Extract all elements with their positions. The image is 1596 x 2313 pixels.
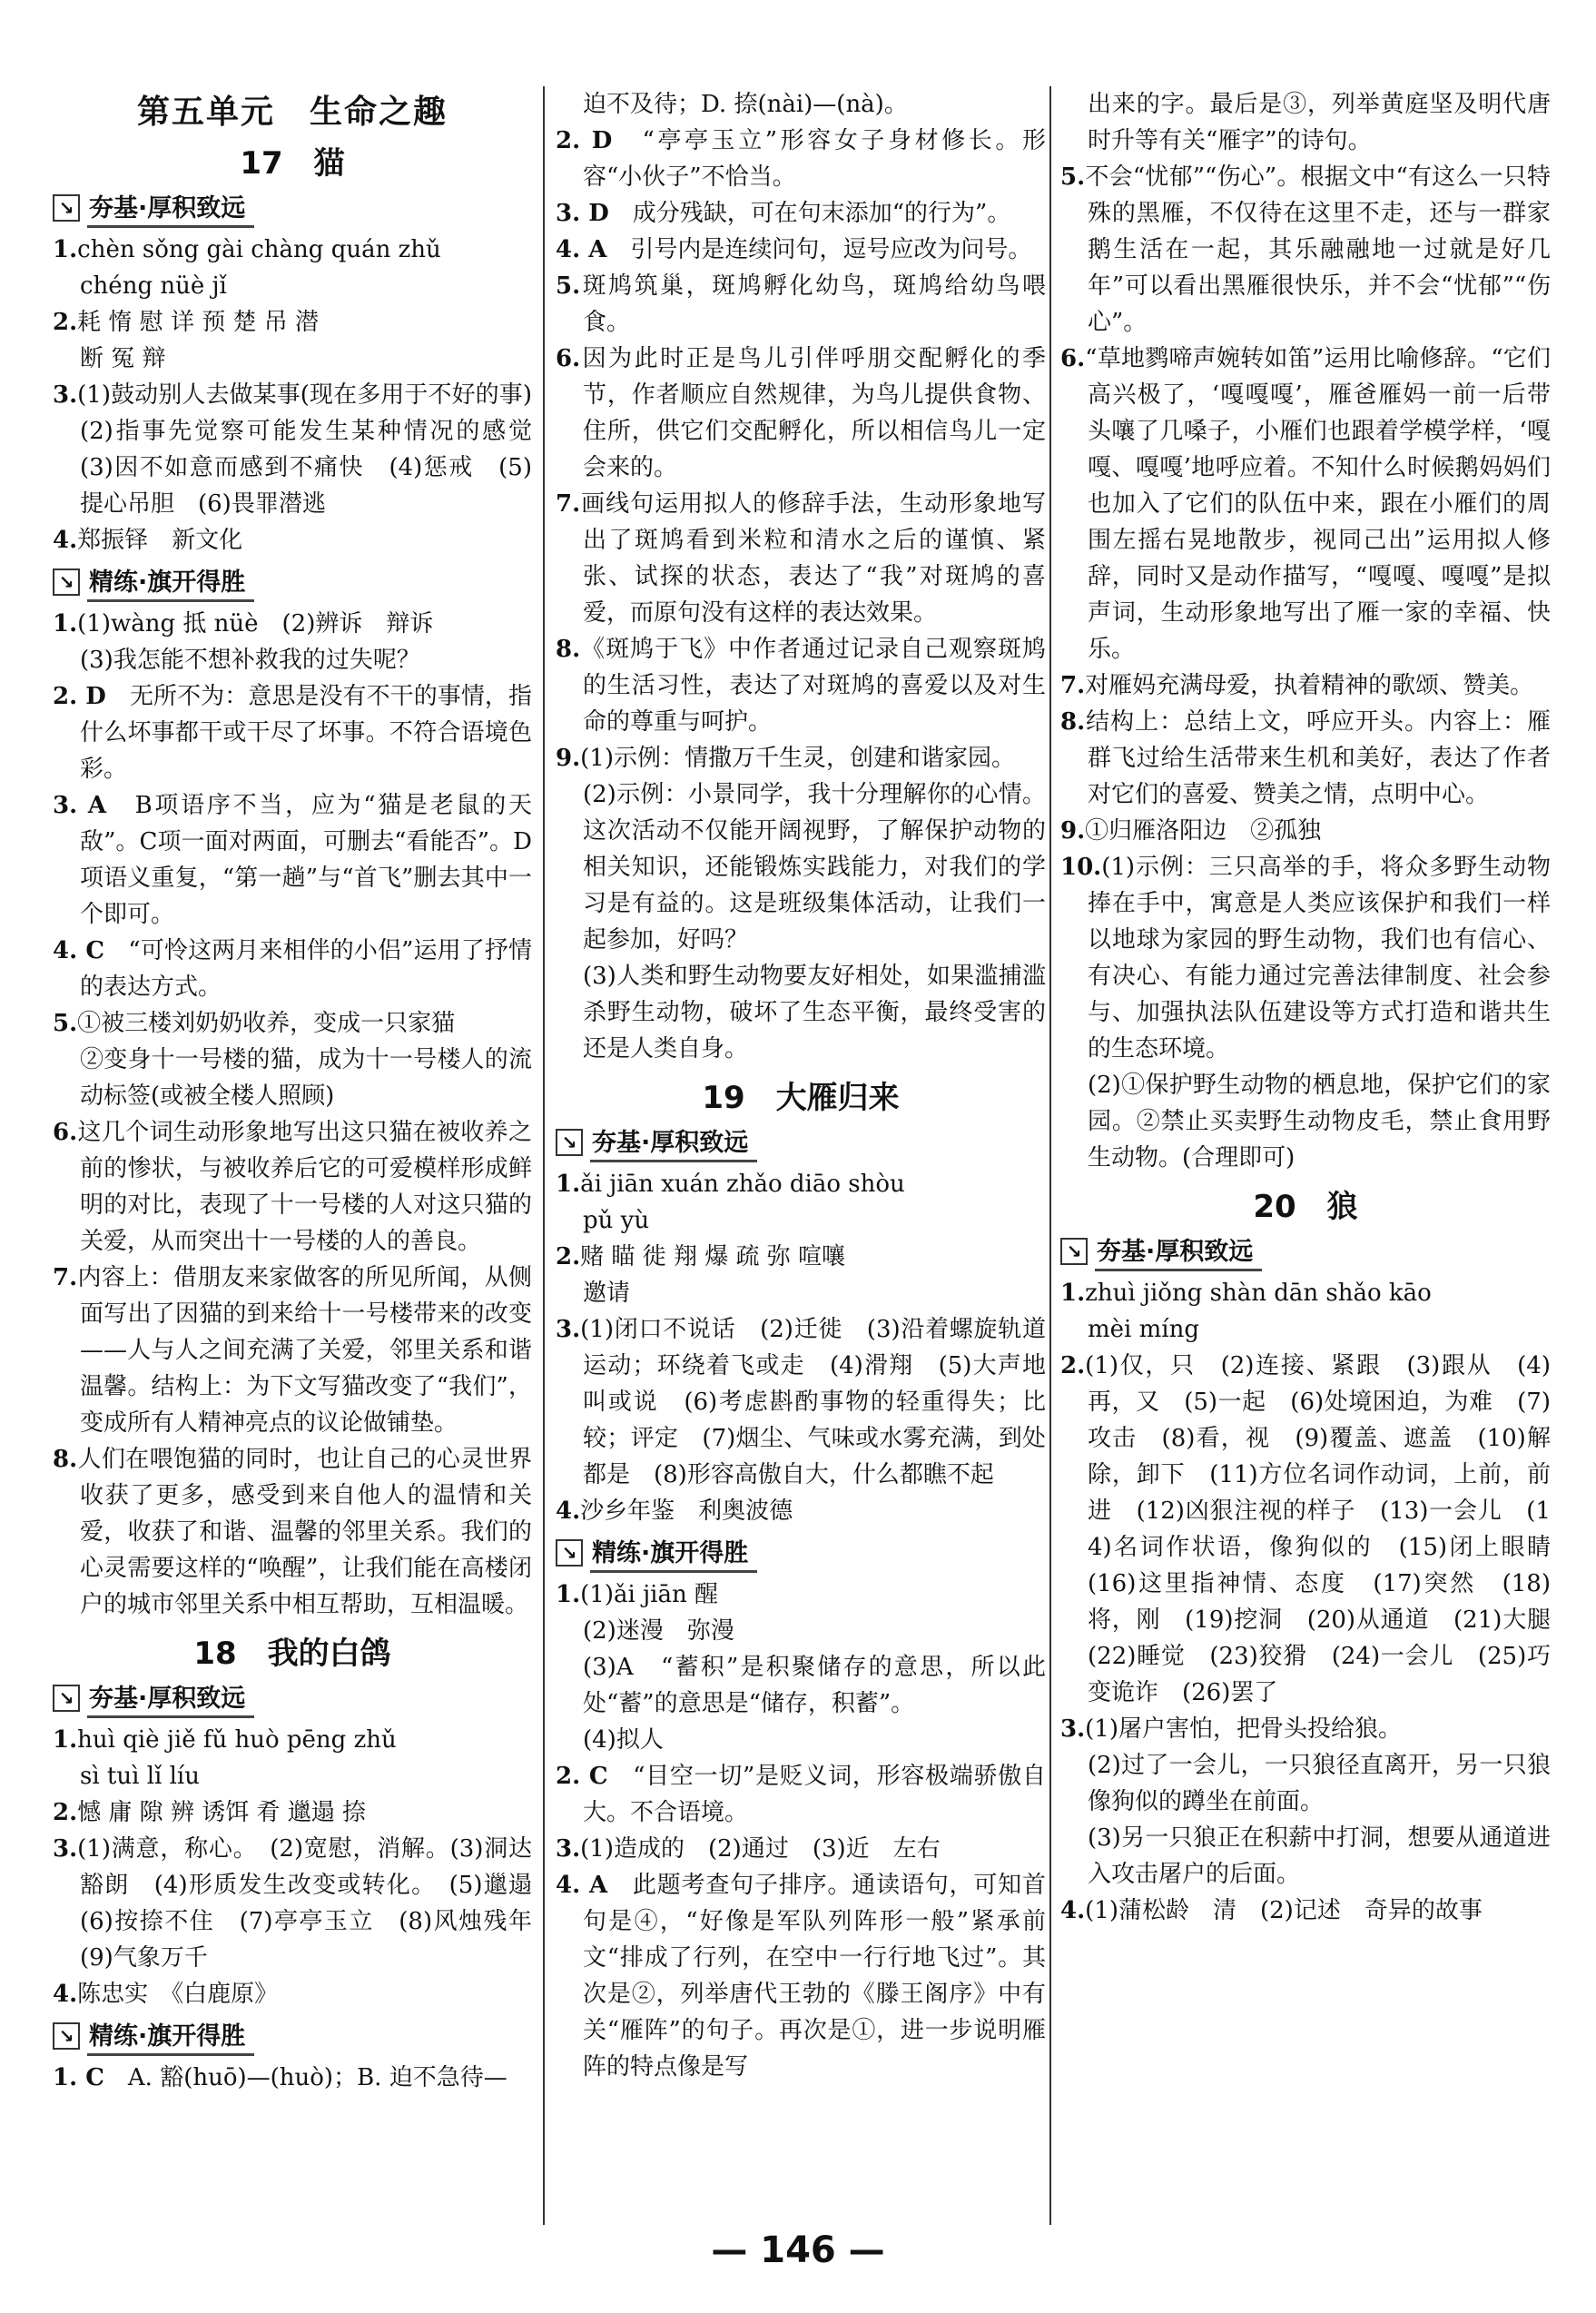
lesson-17-title: 17 猫: [240, 145, 345, 182]
arrow-icon: ↘: [556, 1539, 583, 1567]
answer-item: 1.ǎi jiān xuán zhǎo diāo shòu: [556, 1171, 905, 1198]
answer-item: 3.(1)造成的 (2)通过 (3)近 左右: [556, 1835, 941, 1863]
column-divider-2: [1049, 86, 1051, 2225]
section-header: ↘ 精练·旗开得胜: [53, 562, 532, 602]
answer-item: 1. C A. 豁(huō)—(huò)；B. 迫不急待—: [53, 2064, 507, 2091]
section-header: ↘ 精练·旗开得胜: [556, 1533, 1046, 1573]
answer-item: 2. D 无所不为：意思是没有不干的事情，指什么坏事都干或干尽了坏事。不符合语境色彩。: [53, 683, 532, 783]
answer-item: 2.赌 瞄 徙 翔 爆 疏 弥 喧嚷: [556, 1243, 846, 1270]
answer-line: sì tuì lǐ líu: [80, 1763, 200, 1790]
answer-line: (4)拟人: [583, 1726, 664, 1754]
answer-item: 5.斑鸠筑巢，斑鸠孵化幼鸟，斑鸠给幼鸟喂食。: [556, 272, 1046, 336]
answer-item: 1.zhuì jiǒng shàn dān shǎo kāo: [1060, 1280, 1432, 1307]
answer-line: (2)过了一会儿，一只狼径直离开，另一只狼像狗似的蹲坐在前面。: [1088, 1752, 1551, 1815]
answer-line: ②变身十一号楼的猫，成为十一号楼人的流动标签(或被全楼人照顾): [80, 1046, 532, 1110]
answer-item: 6.“草地鹨啼声婉转如笛”运用比喻修辞。“它们高兴极了，‘嘎嘎嘎’，雁爸雁妈一前一后带头嚷了几嗓子，小雁们也跟着学模学样，‘嘎嘎、嘎嘎’地呼应着。不知什么时候鹅妈妈们也加入了它们的队伍中来，跟在小雁们的周围左摇右晃地散步，视同己出”运用拟人修辞，同时又是动作描写，“嘎嘎、嘎嘎”是拟声词，生动形象地写出了雁一家的幸福、快乐。: [1060, 345, 1551, 663]
answer-line: chéng nüè jǐ: [80, 272, 227, 300]
answer-line: (2)迷漫 弥漫: [583, 1617, 734, 1645]
lesson-18-title: 18 我的白鸽: [193, 1636, 391, 1672]
answer-item: 6.这几个词生动形象地写出这只猫在被收养之前的惨状，与被收养后它的可爱模样形成鲜明的对比，表现了十一号楼的人对这只猫的关爱，从而突出十一号楼的人的善良。: [53, 1119, 532, 1255]
answer-line: (3)A “蓄积”是积聚储存的意思，所以此处“蓄”的意思是“储存，积蓄”。: [583, 1654, 1046, 1717]
answer-item: 2. D “亭亭玉立”形容女子身材修长。形容“小伙子”不恰当。: [556, 127, 1046, 191]
answer-line: 断 冤 辩: [80, 345, 166, 372]
answer-item: 4.郑振铎 新文化: [53, 527, 243, 554]
section-header: ↘ 夯基·厚积致远: [556, 1122, 1046, 1162]
answer-item: 4.陈忠实 《白鹿原》: [53, 1981, 279, 2008]
answer-item: 10.(1)示例：三只高举的手，将众多野生动物捧在手中，寓意是人类应该保护和我们一样以地球为家园的野生动物，我们也有信心、有决心、有能力通过完善法律制度、社会参与、加强执法队伍建设等方式打造和谐共生的生态环境。: [1060, 854, 1551, 1063]
answer-item: 7.对雁妈充满母爱，执着精神的歌颂、赞美。: [1060, 672, 1534, 699]
answer-line: (3)另一只狼正在积薪中打洞，想要从通道进入攻击屠户的后面。: [1088, 1824, 1551, 1888]
unit-title: 第五单元 生命之趣: [136, 94, 448, 131]
answer-item: 3.(1)满意，称心。 (2)宽慰，消解。(3)洞达豁朗 (4)形质发生改变或转化。 (5)邋遢 (6)按捺不住 (7)亭亭玉立 (8)风烛残年 (9)气象万千: [53, 1835, 557, 1972]
answer-item: 3. D 成分残缺，可在句末添加“的行为”。: [556, 200, 1011, 227]
section-header: ↘ 夯基·厚积致远: [53, 188, 532, 228]
answer-line: (2)示例：小景同学，我十分理解你的心情。这次活动不仅能开阔视野，了解保护动物的相关知识，还能锻炼实践能力，对我们的学习是有益的。这是班级集体活动，让我们一起参加，好吗？: [583, 781, 1046, 954]
arrow-icon: ↘: [53, 568, 80, 596]
answer-item: 3. A B项语序不当，应为“猫是老鼠的天敌”。C项一面对两面，可删去“看能否”。D项语义重复，“第一趟”与“首飞”删去其中一个即可。: [53, 792, 532, 928]
column-1: [53, 86, 557, 2096]
page-number: — 146 —: [711, 2229, 885, 2271]
answer-line: (3)人类和野生动物要友好相处，如果滥捕滥杀野生动物，破坏了生态平衡，最终受害的还是人类自身。: [583, 963, 1046, 1063]
lesson-19-title: 19 大雁归来: [702, 1080, 900, 1116]
answer-item: 6.因为此时正是鸟儿引伴呼朋交配孵化的季节，作者顺应自然规律，为鸟儿提供食物、住所，供它们交配孵化，所以相信鸟儿一定会来的。: [556, 345, 1046, 481]
answer-line: (3)我怎能不想补救我的过失呢？: [80, 647, 420, 674]
answer-item: 2.耗 惰 慰 详 预 楚 吊 潜: [53, 309, 320, 336]
answer-item: 4. C “可怜这两月来相伴的小侣”运用了抒情的表达方式。: [53, 937, 532, 1001]
answer-item: 4.(1)蒲松龄 清 (2)记述 奇异的故事: [1060, 1897, 1483, 1924]
answer-item: 1.chèn sǒng gài chàng quán zhǔ: [53, 236, 441, 263]
arrow-icon: ↘: [53, 1685, 80, 1712]
answer-item: 2. C “目空一切”是贬义词，形容极端骄傲自大。不合语境。: [556, 1763, 1046, 1826]
answer-item: 3.(1)闭口不说话 (2)迁徙 (3)沿着螺旋轨道运动；环绕着飞或走 (4)滑翔 (5)大声地叫或说 (6)考虑斟酌事物的轻重得失；比较；评定 (7)烟尘、气味或水雾充满，到处都是 (8)形容高傲自大，什么都瞧不起: [556, 1316, 1046, 1488]
answer-item: 4. A 此题考查句子排序。通读语句，可知首句是④，“好像是军队列阵形一般”紧承前文“排成了行列，在空中一行行地飞过”。其次是②，列举唐代王勃的《滕王阁序》中有关“雁阵”的句子。再次是①，进一步说明雁阵的特点像是写: [556, 1872, 1046, 2081]
answer-line: mèi míng: [1088, 1316, 1199, 1343]
lesson-20-title: 20 狼: [1253, 1189, 1358, 1225]
answer-line: 出来的字。最后是③，列举黄庭坚及明代唐时升等有关“雁字”的诗句。: [1088, 91, 1551, 154]
answer-item: 5.不会“忧郁”“伤心”。根据文中“有这么一只特殊的黑雁，不仅待在这里不走，还与一群家鹅生活在一起，其乐融融地一过就是好几年”可以看出黑雁很快乐，并不会“忧郁”“伤心”。: [1060, 163, 1551, 336]
arrow-icon: ↘: [53, 194, 80, 222]
answer-item: 5.①被三楼刘奶奶收养，变成一只家猫: [53, 1010, 456, 1037]
answer-item: 7.画线句运用拟人的修辞手法，生动形象地写出了斑鸠看到米粒和清水之后的谨慎、紧张、试探的状态，表达了“我”对斑鸠的喜爱，而原句没有这样的表达效果。: [556, 490, 1046, 627]
section-header: ↘ 夯基·厚积致远: [53, 1678, 532, 1718]
arrow-icon: ↘: [556, 1129, 583, 1156]
answer-item: 4.沙乡年鉴 利奥波德: [556, 1498, 793, 1525]
arrow-icon: ↘: [1060, 1238, 1088, 1265]
answer-item: 7.内容上：借朋友来家做客的所见所闻，从侧面写出了因猫的到来给十一号楼带来的改变——人与人之间充满了关爱，邻里关系和谐温馨。结构上：为下文写猫改变了“我们”，变成所有人精神亮点的议论做铺垫。: [53, 1264, 532, 1437]
answer-line: pǔ yù: [583, 1207, 650, 1234]
answer-item: 3.(1)屠户害怕，把骨头投给狼。: [1060, 1715, 1402, 1743]
answer-item: 8.结构上：总结上文，呼应开头。内容上：雁群飞过给生活带来生机和美好，表达了作者对它们的喜爱、赞美之情，点明中心。: [1060, 708, 1551, 808]
answer-line: 迫不及待；D. 捺(nài)—(nà)。: [583, 91, 908, 118]
answer-item: 2.(1)仅，只 (2)连接、紧跟 (3)跟从 (4)再，又 (5)一起 (6)处境困迫，为难 (7)攻击 (8)看，视 (9)覆盖、遮盖 (10)解除，卸下 (11)方位名词作动词，上前，前进 (12)凶狠注视的样子 (13)一会儿 (14)名词作状语，像狗似的 (15)闭上眼睛 (16)这里指神情、态度 (17)突然 (18)将，刚 (19)挖洞 (20)从通道 (21)大腿 (22)睡觉 (23)狡猾 (24)一会儿 (25)巧变诡诈 (26)罢了: [1060, 1352, 1575, 1706]
column-2: [556, 86, 1046, 2085]
section-header: ↘ 夯基·厚积致远: [1060, 1231, 1551, 1271]
answer-item: 8.人们在喂饱猫的同时，也让自己的心灵世界收获了更多，感受到来自他人的温情和关爱，收获了和谐、温馨的邻里关系。我们的心灵需要这样的“唤醒”，让我们能在高楼闭户的城市邻里关系中相互帮助，互相温暖。: [53, 1446, 532, 1618]
answer-item: 4. A 引号内是连续问句，逗号应改为问号。: [556, 236, 1032, 263]
arrow-icon: ↘: [53, 2022, 80, 2050]
column-3: [1060, 86, 1575, 1929]
answer-item: 1.(1)wàng 抵 nüè (2)辨诉 辩诉: [53, 610, 434, 638]
answer-item: 3.(1)鼓动别人去做某事(现在多用于不好的事) (2)指事先觉察可能发生某种情况的感觉 (3)因不如意而感到不痛快 (4)惩戒 (5)提心吊胆 (6)畏罪潜逃: [53, 381, 557, 518]
answer-item: 9.①归雁洛阳边 ②孤独: [1060, 817, 1322, 845]
answer-item: 2.憾 庸 隙 辨 诱饵 肴 邋遢 捺: [53, 1799, 367, 1826]
answer-item: 9.(1)示例：情撒万千生灵，创建和谐家园。: [556, 745, 1015, 772]
section-header: ↘ 精练·旗开得胜: [53, 2016, 532, 2056]
answer-line: (2)①保护野生动物的栖息地，保护它们的家园。②禁止买卖野生动物皮毛，禁止食用野生动物。(合理即可): [1088, 1072, 1551, 1171]
answer-item: 1.(1)ǎi jiān 醒: [556, 1581, 718, 1608]
answer-line: 邀请: [583, 1280, 631, 1307]
answer-item: 8.《斑鸠于飞》中作者通过记录自己观察斑鸠的生活习性，表达了对斑鸠的喜爱以及对生命的尊重与呵护。: [556, 636, 1046, 736]
answer-item: 1.huì qiè jiě fǔ huò pēng zhǔ: [53, 1726, 397, 1754]
